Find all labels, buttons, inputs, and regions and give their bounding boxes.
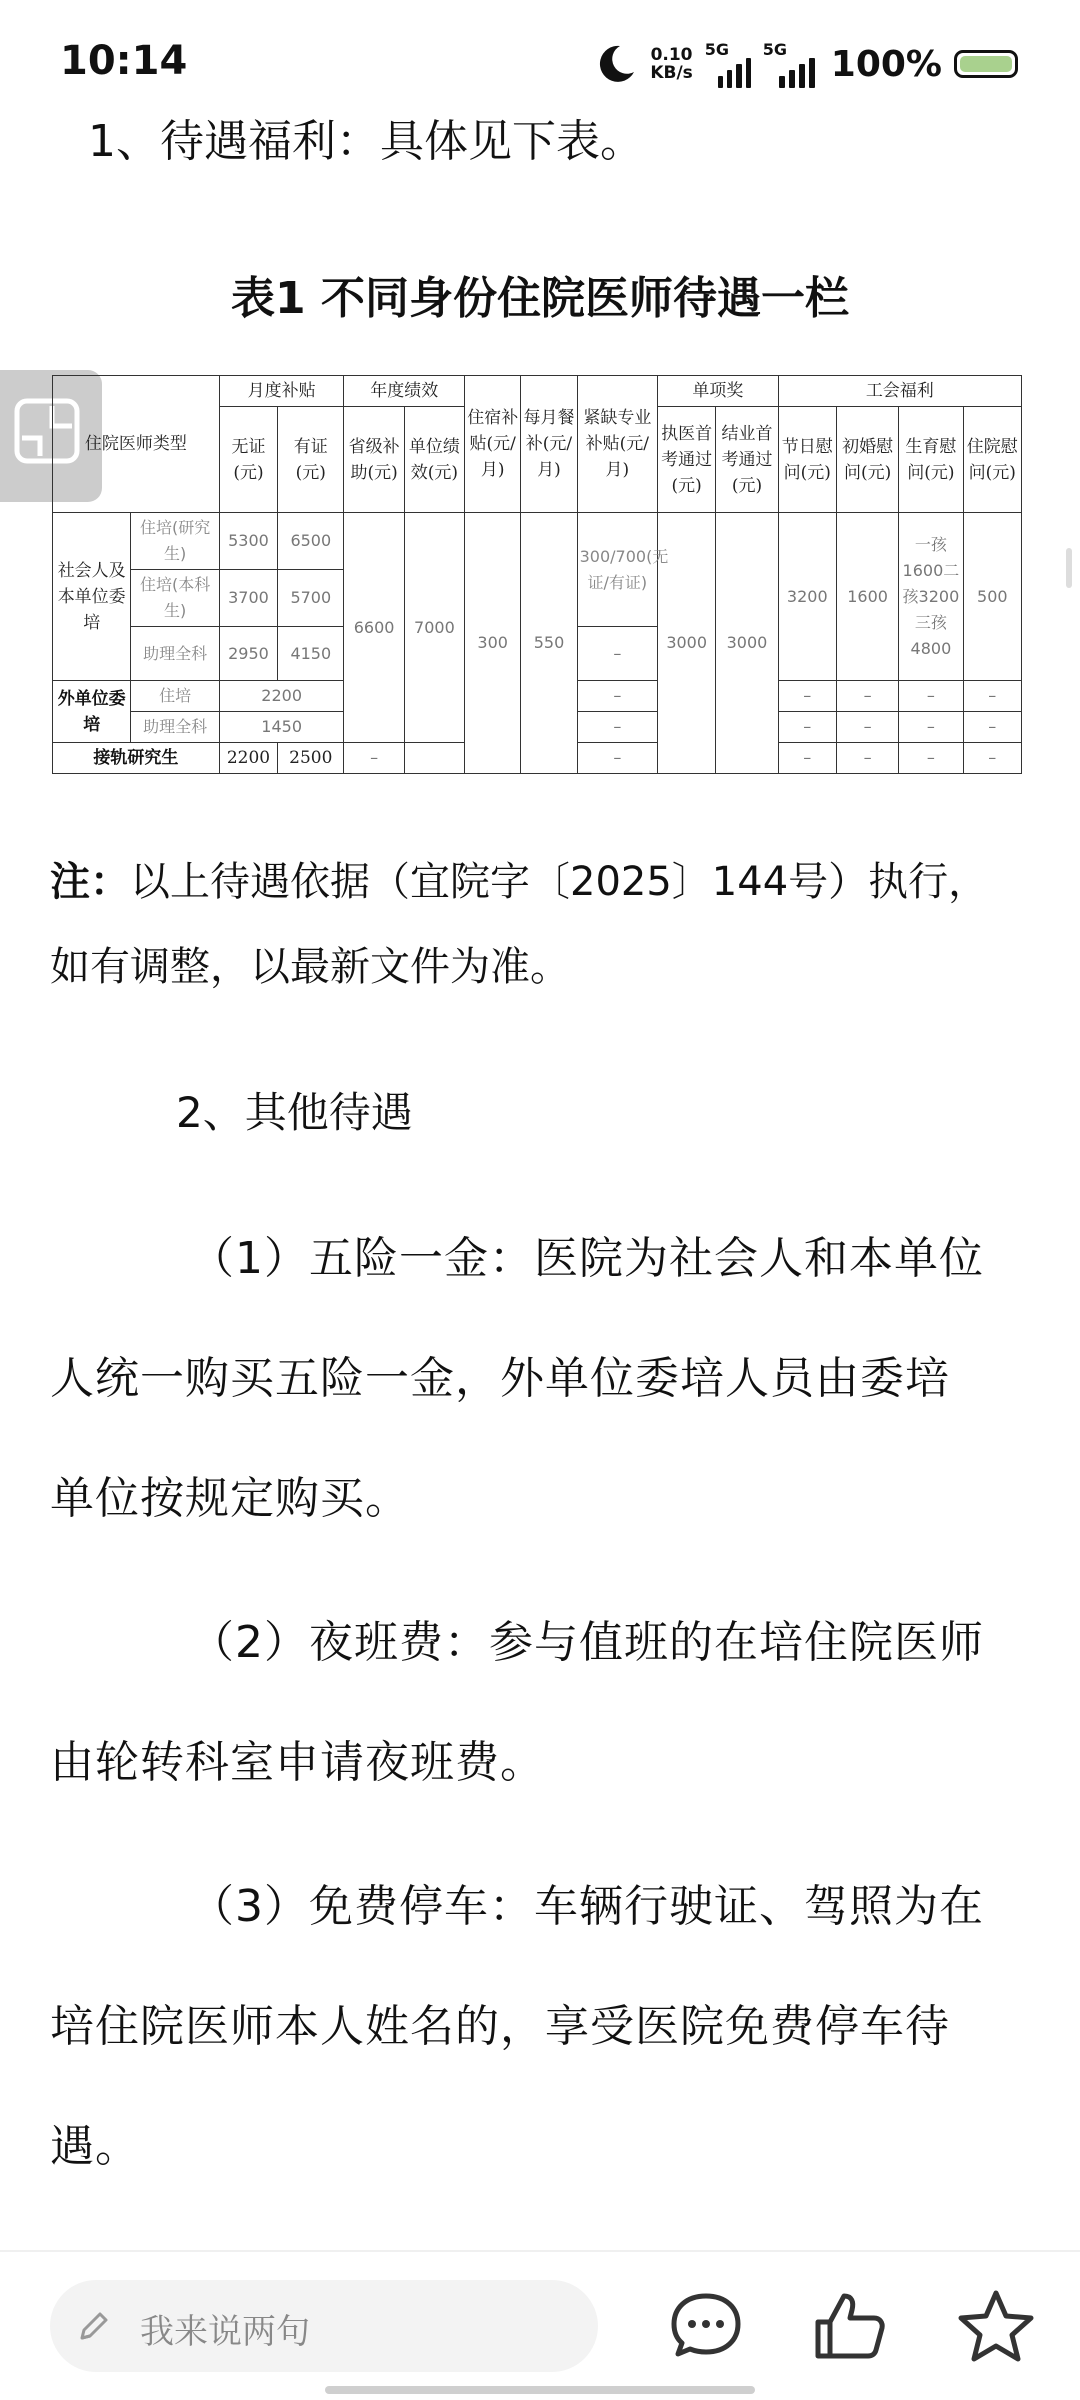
- cell: 3000: [658, 513, 716, 774]
- battery-percent: 100%: [830, 43, 942, 85]
- home-indicator[interactable]: [325, 2386, 755, 2394]
- para3-line3: 遇。: [50, 2121, 140, 2172]
- header-housing: 住宿补贴(元/月): [465, 376, 521, 513]
- cell: 4150: [278, 627, 344, 681]
- cell: 3000: [716, 513, 778, 774]
- cell: –: [963, 681, 1021, 712]
- cell: 2500: [278, 743, 344, 774]
- battery-icon: [954, 50, 1018, 78]
- header-unit-perf: 单位绩效(元): [404, 407, 464, 513]
- cell: –: [778, 681, 836, 712]
- cell: –: [899, 712, 963, 743]
- cell: –: [899, 681, 963, 712]
- header-license-pass: 执医首考通过(元): [658, 407, 716, 513]
- para1-line3: 单位按规定购买。: [50, 1473, 410, 1524]
- header-wedding: 初婚慰问(元): [836, 407, 898, 513]
- cell: 2200: [219, 743, 277, 774]
- cell: [404, 743, 464, 774]
- para3-line2: 培住院医师本人姓名的，享受医院免费停车待: [50, 2001, 950, 2052]
- header-completion-pass: 结业首考通过(元): [716, 407, 778, 513]
- cell: –: [577, 743, 657, 774]
- header-shortage: 紧缺专业补贴(元/月): [577, 376, 657, 513]
- note-line2: 如有调整，以最新文件为准。: [50, 944, 570, 990]
- cell: 550: [521, 513, 577, 774]
- benefits-intro: 1、待遇福利：具体见下表。: [88, 116, 644, 167]
- cell: –: [836, 743, 898, 774]
- row-label: 住培(本科生): [131, 570, 219, 627]
- header-has-cert: 有证(元): [278, 407, 344, 513]
- cell: –: [577, 712, 657, 743]
- header-birth: 生育慰问(元): [899, 407, 963, 513]
- header-single-award: 单项奖: [658, 376, 779, 407]
- row-label: 住培(研究生): [131, 513, 219, 570]
- cell: 7000: [404, 513, 464, 743]
- row-label: 助理全科: [131, 627, 219, 681]
- cell: –: [963, 743, 1021, 774]
- status-icons: [594, 34, 1018, 94]
- cell: –: [778, 712, 836, 743]
- thumbs-up-icon[interactable]: [812, 2288, 888, 2364]
- benefits-table: [52, 375, 1022, 774]
- cell: 300: [465, 513, 521, 774]
- header-type: 住院医师类型: [53, 376, 220, 513]
- row-label: 助理全科: [131, 712, 219, 743]
- header-union: 工会福利: [778, 376, 1021, 407]
- cell: –: [577, 627, 657, 681]
- cell: –: [836, 712, 898, 743]
- cell: 300/700(无证/有证): [577, 513, 657, 627]
- note-line1: 注：以上待遇依据（宜院字〔2025〕144号）执行，: [50, 859, 989, 905]
- cell: 5300: [219, 513, 277, 570]
- status-bar: [0, 0, 1080, 120]
- signal-sim1-icon: 5G: [705, 40, 751, 88]
- cell: 2200: [219, 681, 344, 712]
- cell: 6600: [344, 513, 404, 743]
- cell: –: [344, 743, 404, 774]
- cell: 2950: [219, 627, 277, 681]
- group-social: 社会人及本单位委培: [53, 513, 131, 681]
- row-label-grad: 接轨研究生: [53, 743, 220, 774]
- cell: –: [778, 743, 836, 774]
- cell: 一孩1600二孩3200三孩4800: [899, 513, 963, 681]
- network-speed: 0.10 KB/s: [650, 45, 693, 83]
- signal-sim2-icon: 5G: [763, 40, 819, 88]
- header-provincial: 省级补助(元): [344, 407, 404, 513]
- para1-line2: 人统一购买五险一金，外单位委培人员由委培: [50, 1353, 950, 1404]
- cell: –: [899, 743, 963, 774]
- header-no-cert: 无证(元): [219, 407, 277, 513]
- header-holiday: 节日慰问(元): [778, 407, 836, 513]
- para3-line1: （3）免费停车：车辆行驶证、驾照为在: [190, 1881, 984, 1932]
- cell: 500: [963, 513, 1021, 681]
- comment-icon[interactable]: [668, 2288, 744, 2364]
- header-monthly: 月度补贴: [219, 376, 344, 407]
- para2-line2: 由轮转科室申请夜班费。: [50, 1737, 545, 1788]
- para1-line1: （1）五险一金：医院为社会人和本单位: [190, 1233, 984, 1284]
- header-annual: 年度绩效: [344, 376, 465, 407]
- star-icon[interactable]: [956, 2288, 1036, 2364]
- cell: –: [836, 681, 898, 712]
- para2-line1: （2）夜班费：参与值班的在培住院医师: [190, 1617, 984, 1668]
- cell: 1600: [836, 513, 898, 681]
- comment-input[interactable]: [50, 2280, 598, 2372]
- scrollbar-thumb[interactable]: [1066, 548, 1072, 588]
- cell: 5700: [278, 570, 344, 627]
- cell: –: [577, 681, 657, 712]
- header-meal: 每月餐补(元/月): [521, 376, 577, 513]
- cell: –: [963, 712, 1021, 743]
- cell: 3700: [219, 570, 277, 627]
- pencil-icon: [74, 2306, 114, 2346]
- section2-heading: 2、其他待遇: [176, 1088, 413, 1137]
- bottom-divider: [0, 2250, 1080, 2252]
- cell: 6500: [278, 513, 344, 570]
- table-title: 表1 不同身份住院医师待遇一栏: [231, 273, 849, 324]
- comment-placeholder: 我来说两句: [140, 2312, 310, 2352]
- header-hosp: 住院慰问(元): [963, 407, 1021, 513]
- do-not-disturb-moon-icon: [594, 42, 638, 86]
- status-time: 10:14: [60, 38, 188, 84]
- row-label: 住培: [131, 681, 219, 712]
- cell: 1450: [219, 712, 344, 743]
- cell: 3200: [778, 513, 836, 681]
- group-external: 外单位委培: [53, 681, 131, 743]
